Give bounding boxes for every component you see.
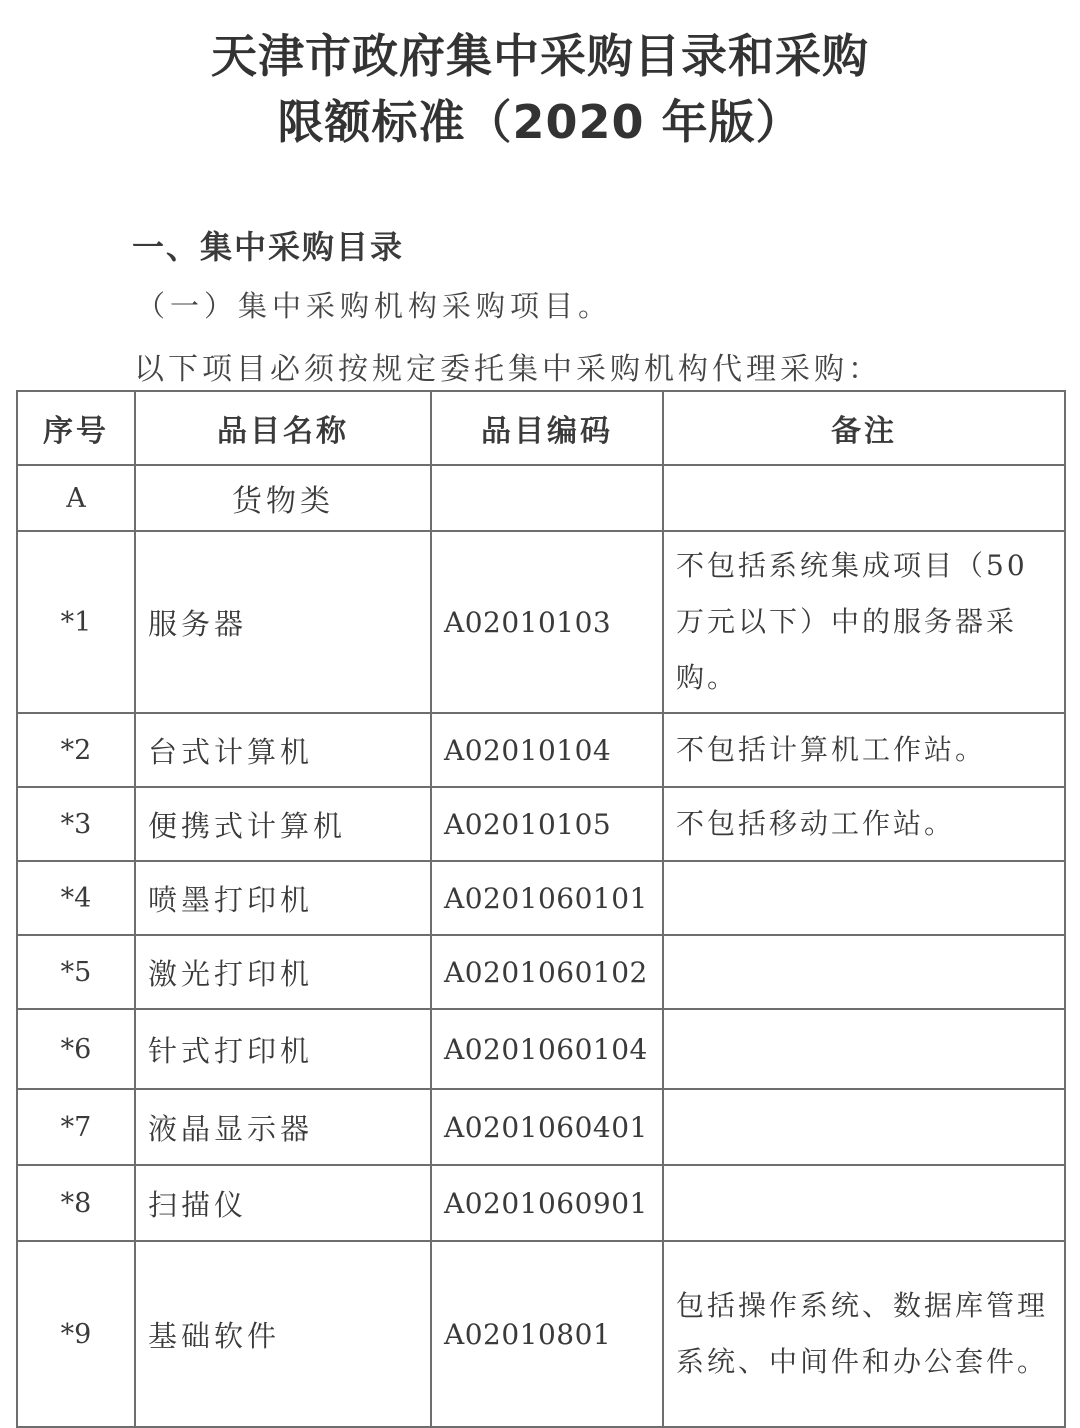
- category-empty-note-cell: [663, 465, 1065, 531]
- row-serial-number: *1: [17, 531, 135, 713]
- row-serial-number: *6: [17, 1009, 135, 1089]
- row-item-name: 液晶显示器: [135, 1089, 431, 1165]
- row-item-code: A0201060102: [431, 935, 663, 1009]
- row-remarks: [663, 861, 1065, 935]
- table-row: [17, 713, 1065, 787]
- row-item-code: A02010103: [431, 531, 663, 713]
- document-title-line2: 限额标准（2020 年版）: [277, 95, 803, 149]
- category-name: 货物类: [135, 465, 431, 531]
- row-serial-number: *2: [17, 713, 135, 787]
- row-item-name: 基础软件: [135, 1241, 431, 1427]
- table-row: [17, 1241, 1065, 1427]
- row-remarks: [663, 1165, 1065, 1241]
- table-row: [17, 935, 1065, 1009]
- row-item-code: A0201060101: [431, 861, 663, 935]
- row-serial-number: *3: [17, 787, 135, 861]
- category-row: [17, 465, 1065, 531]
- table-row: [17, 531, 1065, 713]
- row-serial-number: *8: [17, 1165, 135, 1241]
- sub-heading: （一）集中采购机构采购项目。: [136, 289, 613, 323]
- table-header-row: [17, 391, 1065, 465]
- row-item-name: 台式计算机: [135, 713, 431, 787]
- header-item-name: 品目名称: [135, 391, 431, 465]
- category-empty-code-cell: [431, 465, 663, 531]
- header-remarks: 备注: [663, 391, 1065, 465]
- row-serial-number: *5: [17, 935, 135, 1009]
- row-remarks: 不包括计算机工作站。: [663, 713, 1065, 787]
- row-item-code: A02010801: [431, 1241, 663, 1427]
- table-row: [17, 861, 1065, 935]
- row-remarks: 包括操作系统、数据库管理系统、中间件和办公套件。: [663, 1241, 1065, 1427]
- row-item-name: 服务器: [135, 531, 431, 713]
- table-row: [17, 787, 1065, 861]
- row-serial-number: *9: [17, 1241, 135, 1427]
- row-item-name: 喷墨打印机: [135, 861, 431, 935]
- row-item-name: 激光打印机: [135, 935, 431, 1009]
- document-title-line1: 天津市政府集中采购目录和采购: [211, 29, 869, 83]
- procurement-catalog-table: [16, 390, 1066, 1428]
- table-row: [17, 1089, 1065, 1165]
- row-remarks: [663, 935, 1065, 1009]
- table-row: [17, 1009, 1065, 1089]
- section-heading: 一、集中采购目录: [132, 228, 405, 266]
- row-item-name: 扫描仪: [135, 1165, 431, 1241]
- header-item-code: 品目编码: [431, 391, 663, 465]
- row-item-code: A02010105: [431, 787, 663, 861]
- row-item-name: 针式打印机: [135, 1009, 431, 1089]
- row-serial-number: *4: [17, 861, 135, 935]
- intro-paragraph: 以下项目必须按规定委托集中采购机构代理采购：: [134, 352, 882, 387]
- row-item-code: A02010104: [431, 713, 663, 787]
- row-item-code: A0201060901: [431, 1165, 663, 1241]
- row-item-code: A0201060104: [431, 1009, 663, 1089]
- table-row: [17, 1165, 1065, 1241]
- row-remarks: [663, 1009, 1065, 1089]
- row-item-name: 便携式计算机: [135, 787, 431, 861]
- row-remarks: 不包括移动工作站。: [663, 787, 1065, 861]
- row-item-code: A0201060401: [431, 1089, 663, 1165]
- row-remarks: [663, 1089, 1065, 1165]
- row-remarks: 不包括系统集成项目（50 万元以下）中的服务器采购。: [663, 531, 1065, 713]
- header-serial-number: 序号: [17, 391, 135, 465]
- category-code: A: [17, 465, 135, 531]
- row-serial-number: *7: [17, 1089, 135, 1165]
